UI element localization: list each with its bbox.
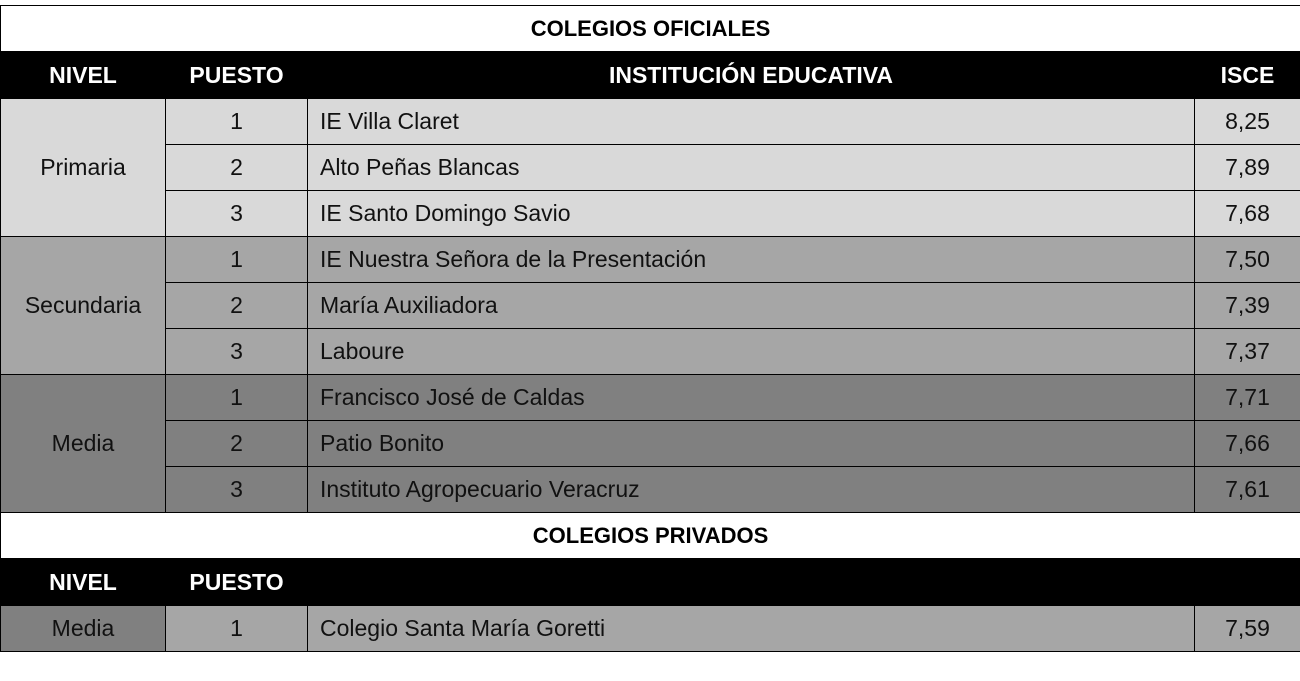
isce-cell: 7,68 [1195, 191, 1300, 237]
institucion-cell: IE Nuestra Señora de la Presentación [308, 237, 1195, 283]
header-nivel: NIVEL [1, 52, 166, 99]
isce-cell: 7,66 [1195, 421, 1300, 467]
institucion-cell: IE Villa Claret [308, 99, 1195, 145]
institucion-cell: María Auxiliadora [308, 283, 1195, 329]
puesto-cell: 2 [166, 283, 308, 329]
table-row [1, 421, 1300, 467]
puesto-cell: 1 [166, 375, 308, 421]
puesto-cell: 1 [166, 99, 308, 145]
isce-cell: 7,61 [1195, 467, 1300, 513]
puesto-cell: 3 [166, 467, 308, 513]
table-row [1, 191, 1300, 237]
institucion-cell: Patio Bonito [308, 421, 1195, 467]
isce-cell: 7,39 [1195, 283, 1300, 329]
header-puesto: PUESTO [166, 559, 308, 606]
table-row [1, 375, 1300, 421]
nivel-cell-media-privado: Media [1, 606, 166, 652]
header-puesto: PUESTO [166, 52, 308, 99]
institucion-cell: Colegio Santa María Goretti [308, 606, 1195, 652]
header-institucion: INSTITUCIÓN EDUCATIVA [308, 52, 1195, 99]
isce-cell: 7,50 [1195, 237, 1300, 283]
institucion-cell: Francisco José de Caldas [308, 375, 1195, 421]
puesto-cell: 2 [166, 145, 308, 191]
isce-cell: 7,71 [1195, 375, 1300, 421]
header-row-oficiales [1, 52, 1300, 99]
table-row [1, 467, 1300, 513]
isce-cell: 7,37 [1195, 329, 1300, 375]
section-title-privados: COLEGIOS PRIVADOS [1, 513, 1300, 559]
nivel-cell-primaria: Primaria [1, 99, 166, 237]
institucion-cell: IE Santo Domingo Savio [308, 191, 1195, 237]
header-nivel: NIVEL [1, 559, 166, 606]
section-title-oficiales: COLEGIOS OFICIALES [1, 6, 1300, 52]
table-row [1, 99, 1300, 145]
institucion-cell: Laboure [308, 329, 1195, 375]
section-title-row-privados [1, 513, 1300, 559]
puesto-cell: 1 [166, 606, 308, 652]
header-isce: ISCE [1195, 52, 1300, 99]
institucion-cell: Alto Peñas Blancas [308, 145, 1195, 191]
table-row [1, 237, 1300, 283]
puesto-cell: 2 [166, 421, 308, 467]
puesto-cell: 3 [166, 329, 308, 375]
header-isce [1195, 559, 1300, 606]
table-row [1, 283, 1300, 329]
table-row [1, 145, 1300, 191]
nivel-cell-media: Media [1, 375, 166, 513]
puesto-cell: 3 [166, 191, 308, 237]
isce-cell: 7,89 [1195, 145, 1300, 191]
isce-cell: 7,59 [1195, 606, 1300, 652]
isce-cell: 8,25 [1195, 99, 1300, 145]
ranking-table [0, 5, 1300, 652]
header-row-privados [1, 559, 1300, 606]
puesto-cell: 1 [166, 237, 308, 283]
institucion-cell: Instituto Agropecuario Veracruz [308, 467, 1195, 513]
table-row [1, 329, 1300, 375]
table-row [1, 606, 1300, 652]
nivel-cell-secundaria: Secundaria [1, 237, 166, 375]
header-institucion [308, 559, 1195, 606]
section-title-row-oficiales [1, 6, 1300, 52]
